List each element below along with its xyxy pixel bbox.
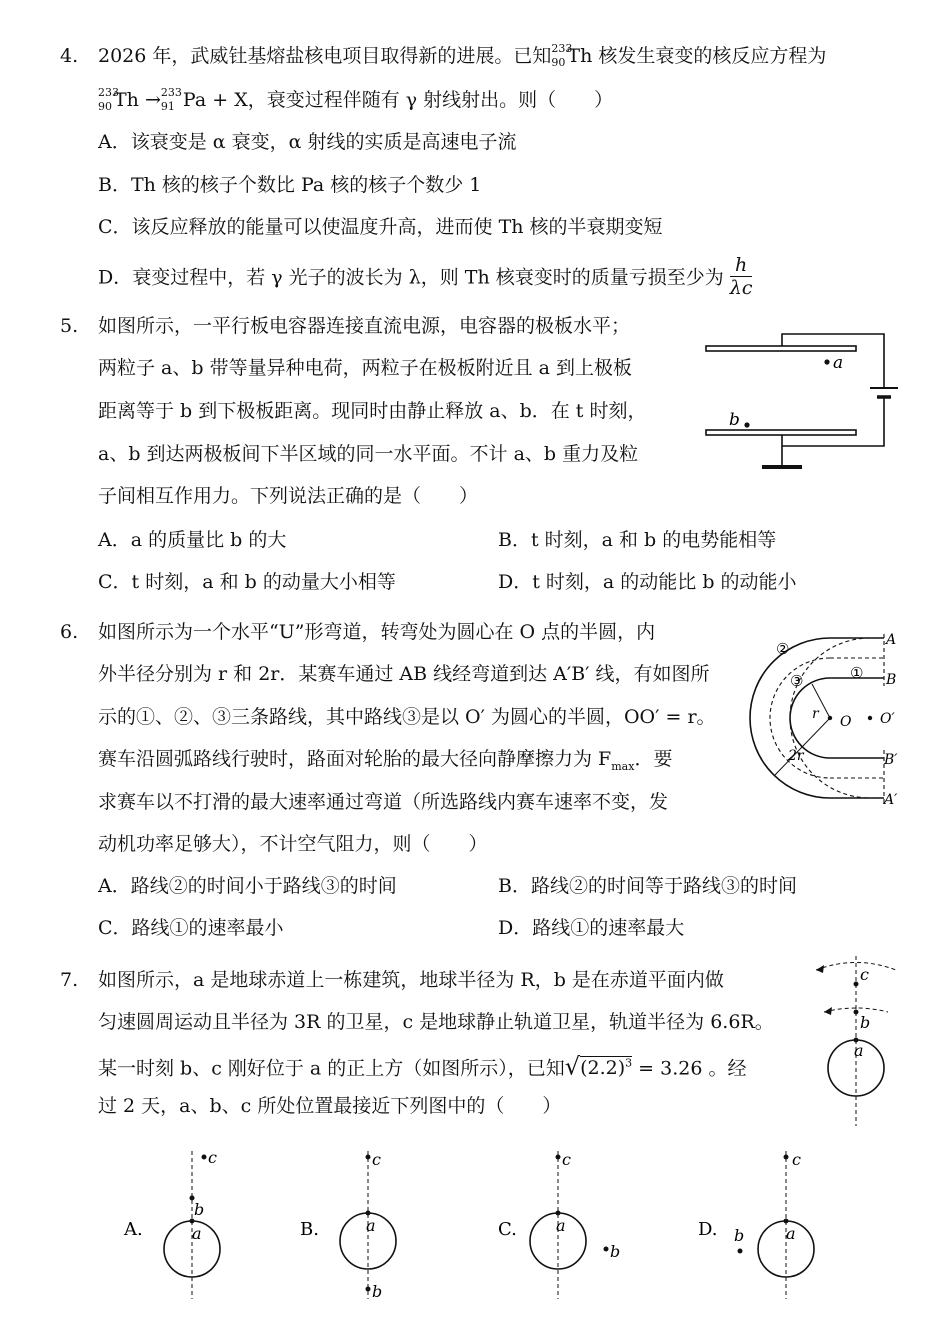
svg-text:a: a bbox=[786, 1224, 796, 1243]
q7-number: 7. bbox=[60, 969, 79, 991]
svg-text:c: c bbox=[792, 1150, 801, 1169]
sat-b bbox=[854, 1010, 859, 1015]
sat-c bbox=[854, 982, 859, 987]
q5-number: 5. bbox=[60, 315, 79, 337]
q4-option-a: A．该衰变是 α 衰变，α 射线的实质是高速电子流 bbox=[98, 131, 517, 153]
q5-option-a: A．a 的质量比 b 的大 bbox=[98, 529, 287, 551]
svg-text:b: b bbox=[860, 1013, 871, 1032]
q4-stem-text: 2026 年，武威钍基熔盐核电项目取得新的进展。已知 bbox=[98, 45, 552, 67]
center-o bbox=[828, 716, 832, 720]
svg-text:b: b bbox=[372, 1282, 383, 1301]
inner-arc bbox=[790, 678, 830, 758]
q4-option-d bbox=[98, 256, 752, 301]
particle-b bbox=[744, 422, 749, 427]
th-nuclide: 233 90 bbox=[551, 42, 573, 69]
lower-plate bbox=[706, 430, 856, 435]
q6-option-b: B．路线②的时间等于路线③的时间 bbox=[498, 875, 797, 897]
label-Bp: B′ bbox=[884, 752, 898, 768]
q7-stem-line: 匀速圆周运动且半径为 3R 的卫星，c 是地球静止轨道卫星，轨道半径为 6.6R。 bbox=[98, 1011, 774, 1033]
orbit-diagram bbox=[806, 950, 906, 1130]
q5-option-b: B．t 时刻，a 和 b 的电势能相等 bbox=[498, 529, 777, 551]
q7-stem-line: 过 2 天，a、b、c 所处位置最接近下列图中的（ ） bbox=[98, 1095, 562, 1117]
q5-option-d: D．t 时刻，a 的动能比 b 的动能小 bbox=[498, 571, 797, 593]
q4-option-b: B．Th 核的核子个数比 Pa 核的核子个数少 1 bbox=[98, 174, 482, 196]
svg-text:b: b bbox=[734, 1226, 745, 1245]
q5-stem-line: 如图所示，一平行板电容器连接直流电源，电容器的极板水平； bbox=[98, 315, 631, 337]
q6-stem-line: 示的①、②、③三条路线，其中路线③是以 O′ 为圆心的半圆，OO′ = r。 bbox=[98, 706, 716, 728]
label-B: B bbox=[886, 672, 897, 688]
svg-text:A.: A. bbox=[124, 1219, 143, 1240]
q6-stem-line: 求赛车以不打滑的最大速率通过弯道（所选路线内赛车速率不变，发 bbox=[98, 791, 669, 813]
q6-option-a: A．路线②的时间小于路线③的时间 bbox=[98, 875, 397, 897]
sqrt-symbol: √ bbox=[564, 1052, 581, 1081]
particle-b-label: b bbox=[729, 410, 740, 430]
q6-option-c: C．路线①的速率最小 bbox=[98, 917, 284, 939]
q5-stem-line: 距离等于 b 到下极板距离。现同时由静止释放 a、b．在 t 时刻， bbox=[98, 400, 647, 422]
svg-text:D.: D. bbox=[698, 1219, 718, 1240]
label-route3: ③ bbox=[790, 672, 804, 690]
svg-text:c: c bbox=[208, 1148, 217, 1167]
svg-text:b: b bbox=[194, 1200, 205, 1219]
q4-stem-line1 bbox=[98, 42, 826, 70]
q5-stem-line: 两粒子 a、b 带等量异种电荷，两粒子在极板附近且 a 到上极板 bbox=[98, 357, 632, 379]
svg-text:b: b bbox=[610, 1242, 621, 1261]
q4-stem-text-b: 核发生衰变的核反应方程为 bbox=[592, 45, 827, 67]
label-Ap: A′ bbox=[884, 792, 898, 808]
q4-equation-line bbox=[98, 86, 613, 114]
center-op bbox=[868, 716, 872, 720]
eq-th-nuclide: 233 90 bbox=[98, 86, 119, 113]
eq-pa-nuclide: 233 91 bbox=[160, 86, 182, 113]
label-Op: O′ bbox=[880, 711, 895, 727]
q6-stem-line-fmax: 赛车沿圆弧路线行驶时，路面对轮胎的最大径向静摩擦力为 $F_{max}$．要 bbox=[98, 748, 673, 773]
particle-a-label: a bbox=[833, 353, 844, 373]
svg-text:B.: B. bbox=[300, 1219, 319, 1240]
wire-bottom bbox=[782, 397, 884, 446]
q7-stem-line: 如图所示，a 是地球赤道上一栋建筑，地球半径为 R，b 是在赤道平面内做 bbox=[98, 969, 724, 991]
q6-option-d: D．路线①的速率最大 bbox=[498, 917, 685, 939]
q4-number: 4. bbox=[60, 45, 79, 67]
q6-number: 6. bbox=[60, 621, 79, 643]
eq-pa-symbol: Pa + X bbox=[176, 89, 248, 111]
q7-option-b-figure bbox=[296, 1145, 426, 1305]
q4-option-c: C．该反应释放的能量可以使温度升高，进而使 Th 核的半衰期变短 bbox=[98, 216, 663, 238]
u-bend-diagram bbox=[752, 626, 942, 816]
svg-text:a: a bbox=[192, 1224, 202, 1243]
q5-option-c: C．t 时刻，a 和 b 的动量大小相等 bbox=[98, 571, 396, 593]
q7-option-a-figure bbox=[120, 1145, 250, 1305]
svg-text:C.: C. bbox=[498, 1219, 517, 1240]
svg-text:c: c bbox=[562, 1150, 571, 1169]
q6-stem-line: 动机功率足够大），不计空气阻力，则（ ） bbox=[98, 833, 488, 855]
svg-text:a: a bbox=[854, 1041, 864, 1060]
q6-stem-line: 外半径分别为 r 和 2r．某赛车通过 AB 线经弯道到达 A′B′ 线，有如图所 bbox=[98, 663, 710, 685]
svg-text:c: c bbox=[372, 1150, 381, 1169]
fmax-subscript: max bbox=[611, 759, 635, 773]
particle-a bbox=[824, 359, 829, 364]
label-route1: ① bbox=[850, 664, 864, 682]
q5-stem-line: a、b 到达两极板间下半区域的同一水平面。不计 a、b 重力及粒 bbox=[98, 443, 639, 465]
th-symbol: Th bbox=[567, 45, 593, 67]
q4-stem-text-2: ，衰变过程伴随有 γ 射线射出。则（ ） bbox=[247, 89, 614, 111]
q4-option-d-text: D．衰变过程中，若 γ 光子的波长为 λ，则 Th 核衰变时的质量亏损至少为 bbox=[98, 266, 724, 289]
mass-defect-fraction: $\frac{h}{\lambda c}$ bbox=[729, 254, 753, 299]
capacitor-diagram bbox=[700, 330, 900, 480]
radius-2r bbox=[774, 718, 830, 776]
eq-arrow: → bbox=[144, 89, 161, 111]
label-2r: 2r bbox=[788, 748, 804, 764]
q5-stem-line: 子间相互作用力。下列说法正确的是（ ） bbox=[98, 485, 479, 507]
label-r: r bbox=[812, 706, 819, 722]
svg-text:c: c bbox=[860, 965, 869, 984]
label-route2: ② bbox=[776, 640, 790, 658]
q7-option-c-figure bbox=[494, 1145, 644, 1305]
sqrt-radicand: $(2.2)^3$ bbox=[580, 1057, 633, 1080]
q6-stem-line: 如图所示为一个水平“U”形弯道，转弯处为圆心在 O 点的半圆，内 bbox=[98, 621, 656, 643]
upper-plate bbox=[706, 346, 856, 351]
svg-text:a: a bbox=[556, 1216, 566, 1235]
eq-th-symbol: Th bbox=[114, 89, 139, 111]
label-O: O bbox=[840, 714, 852, 730]
label-A: A bbox=[886, 632, 897, 648]
svg-text:a: a bbox=[366, 1216, 376, 1235]
q7-option-d-figure bbox=[694, 1145, 844, 1305]
q7-stem-line-sqrt: 某一时刻 b、c 刚好位于 a 的正上方（如图所示），已知$√(2.2)^3 = 3.26$ 。经 bbox=[98, 1052, 747, 1081]
